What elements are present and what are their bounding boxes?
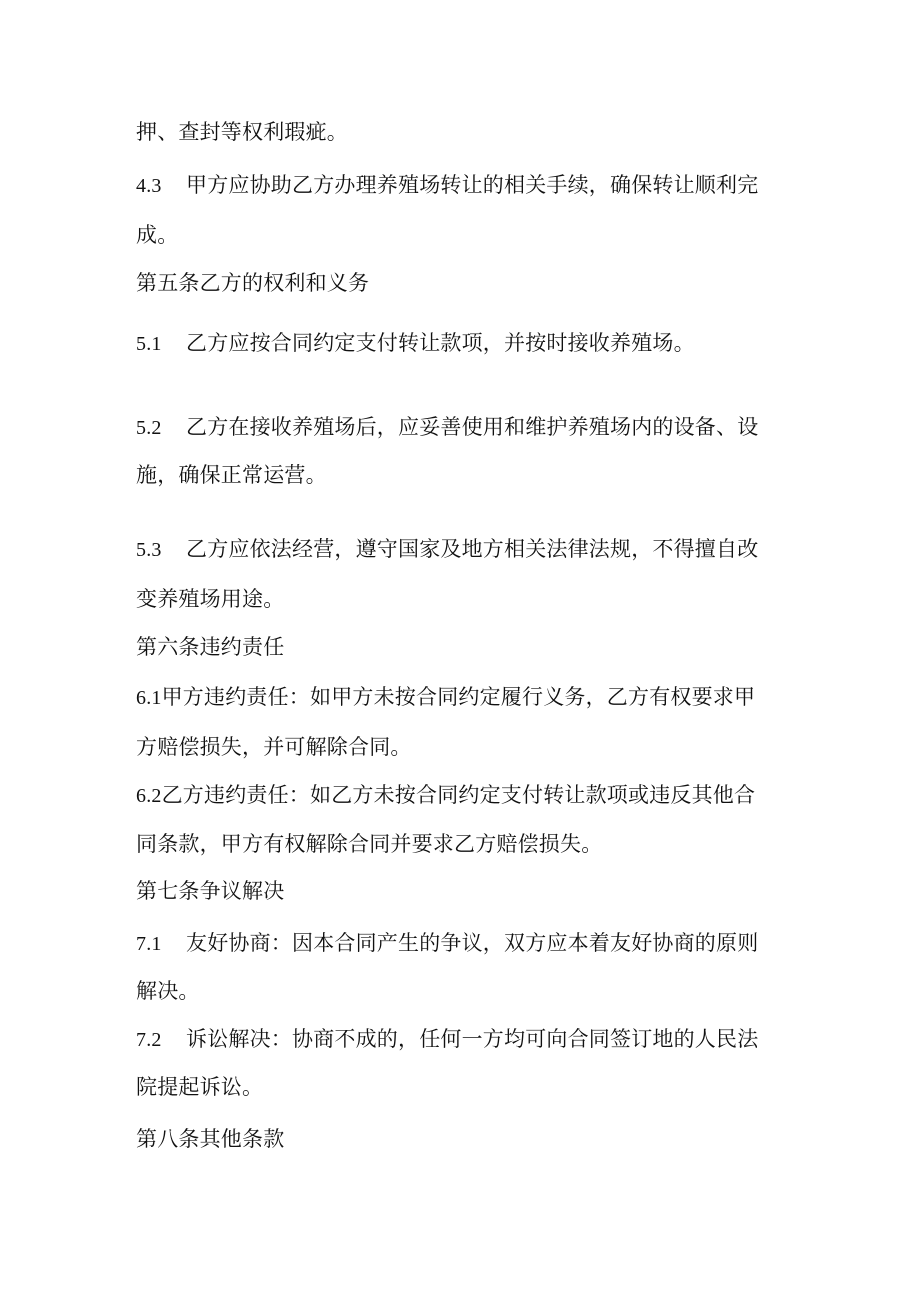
text-line: [136, 221, 178, 249]
clause-number: 7.1: [136, 933, 162, 955]
section-heading: [136, 1125, 284, 1153]
line-text: 乙方在接收养殖场后，应妥善使用和维护养殖场内的设备、设: [186, 415, 759, 439]
line-text: 押、查封等权利瑕疵。: [136, 120, 348, 144]
heading-text: 第六条违约责任: [136, 635, 285, 659]
line-text: 乙方应依法经营，遵守国家及地方相关法律法规，不得擅自改: [186, 537, 759, 561]
clause-number: 5.3: [136, 539, 162, 561]
line-text: 甲方应协助乙方办理养殖场转让的相关手续，确保转让顺利完: [186, 173, 759, 197]
clause-number: 5.1: [136, 333, 162, 355]
line-text: 乙方违约责任：如乙方未按合同约定支付转让款项或违反其他合: [161, 783, 756, 807]
line-text: 成。: [136, 223, 179, 247]
text-line: [136, 585, 284, 613]
clause-line: [136, 683, 755, 712]
clause-number: 4.3: [136, 175, 162, 197]
section-heading: [136, 269, 369, 297]
heading-text: 第七条争议解决: [136, 879, 285, 903]
line-text: 友好协商：因本合同产生的争议，双方应本着友好协商的原则: [186, 931, 759, 955]
clause-number: 5.2: [136, 417, 162, 439]
line-text: 施，确保正常运营。: [136, 463, 327, 487]
text-line: [136, 733, 412, 761]
clause-number: 6.1: [136, 687, 162, 709]
clause-line: [136, 329, 695, 358]
line-text: 方赔偿损失，并可解除合同。: [136, 735, 412, 759]
line-text: 解决。: [136, 979, 200, 1003]
text-line: [136, 1073, 263, 1101]
clause-line: [136, 535, 758, 564]
text-line: [136, 461, 327, 489]
clause-line: [136, 1025, 758, 1054]
heading-text: 第八条其他条款: [136, 1127, 285, 1151]
clause-line: [136, 781, 755, 810]
clause-number: 7.2: [136, 1029, 162, 1051]
line-text: 变养殖场用途。: [136, 587, 285, 611]
clause-number: 6.2: [136, 785, 162, 807]
text-line: [136, 118, 348, 146]
line-text: 诉讼解决：协商不成的，任何一方均可向合同签订地的人民法: [186, 1027, 759, 1051]
text-line: [136, 977, 200, 1005]
heading-text: 第五条乙方的权利和义务: [136, 271, 370, 295]
section-heading: [136, 877, 284, 905]
line-text: 院提起诉讼。: [136, 1075, 264, 1099]
text-line: [136, 830, 602, 858]
line-text: 同条款，甲方有权解除合同并要求乙方赔偿损失。: [136, 832, 603, 856]
clause-line: [136, 171, 758, 200]
section-heading: [136, 633, 284, 661]
line-text: 乙方应按合同约定支付转让款项，并按时接收养殖场。: [186, 331, 695, 355]
line-text: 甲方违约责任：如甲方未按合同约定履行义务，乙方有权要求甲: [161, 685, 756, 709]
clause-line: [136, 929, 758, 958]
clause-line: [136, 413, 758, 442]
